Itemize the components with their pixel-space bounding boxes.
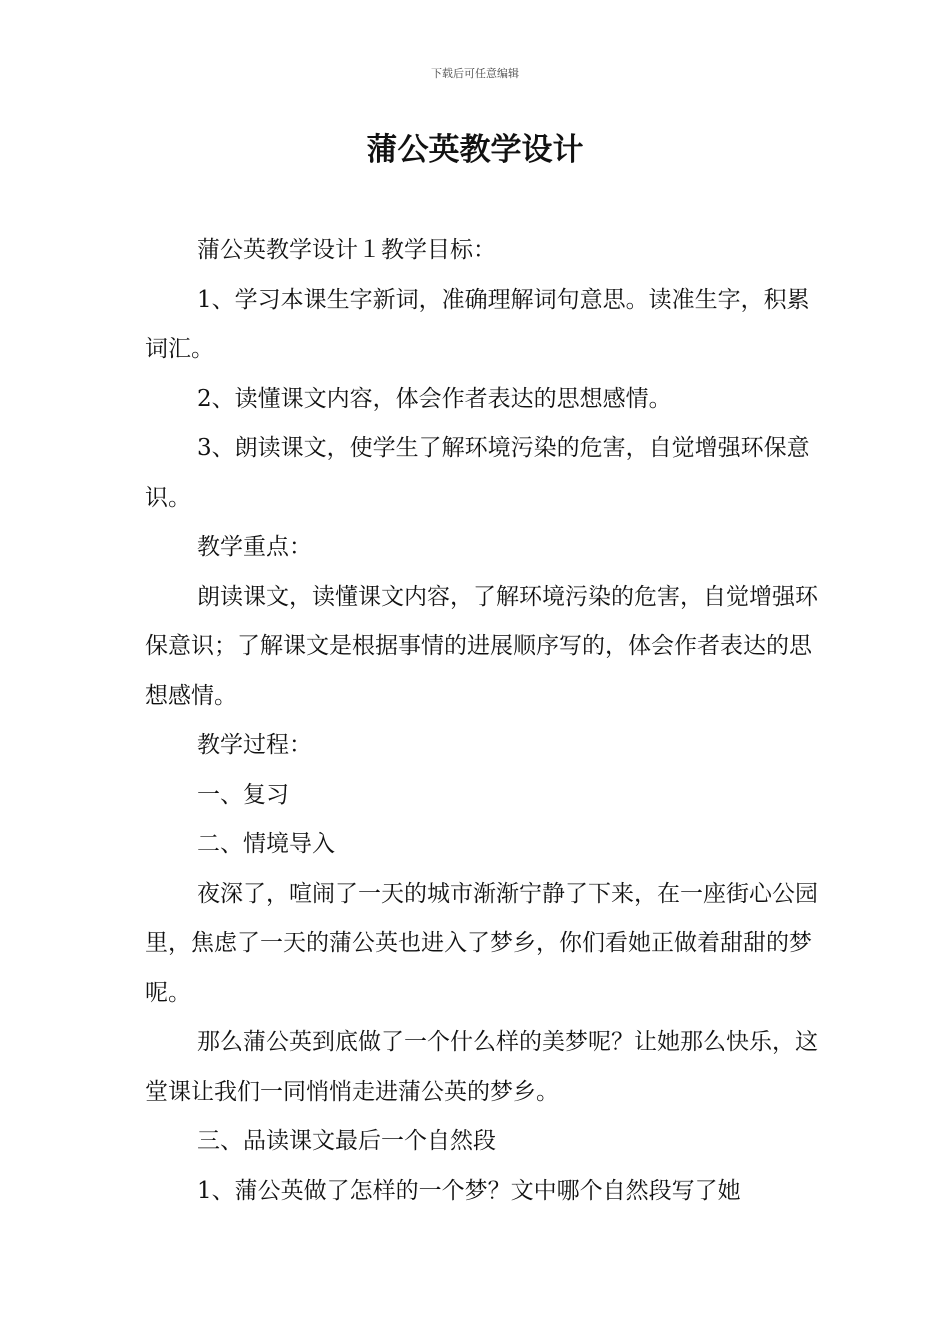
header-note: 下载后可任意编辑 — [431, 67, 519, 80]
paragraph-reading-question-1: 1、蒲公英做了怎样的一个梦？文中哪个自然段写了她 — [197, 1177, 741, 1204]
paragraph-question: 那么蒲公英到底做了一个什么样的美梦呢？让她那么快乐，这堂课让我们一同悄悄走进蒲公英的梦乡。 — [145, 1029, 818, 1105]
paragraph-objective-1: 1、学习本课生字新词，准确理解词句意思。读准生字，积累词汇。 — [145, 286, 810, 362]
paragraph-scene: 夜深了，喧闹了一天的城市渐渐宁静了下来，在一座街心公园里，焦虑了一天的蒲公英也进入了梦乡，你们看她正做着甜甜的梦呢。 — [145, 880, 818, 1006]
paragraph-key-points: 朗读课文，读懂课文内容，了解环境污染的危害，自觉增强环保意识；了解课文是根据事情的进展顺序写的，体会作者表达的思想感情。 — [145, 583, 818, 709]
paragraph-key-points-heading: 教学重点： — [197, 534, 312, 560]
paragraph-step-review: 一、复习 — [197, 781, 289, 808]
document-body — [145, 226, 825, 1216]
paragraph-objective-2: 2、读懂课文内容，体会作者表达的思想感情。 — [197, 385, 672, 412]
paragraph-objective-3: 3、朗读课文，使学生了解环境污染的危害，自觉增强环保意识。 — [145, 435, 810, 511]
paragraph-objectives-heading: 蒲公英教学设计１教学目标： — [197, 237, 496, 263]
paragraph-step-reading: 三、品读课文最后一个自然段 — [197, 1128, 496, 1154]
paragraph-step-introduction: 二、情境导入 — [197, 831, 335, 857]
document-title: 蒲公英教学设计 — [366, 132, 584, 168]
paragraph-process-heading: 教学过程： — [197, 732, 312, 758]
